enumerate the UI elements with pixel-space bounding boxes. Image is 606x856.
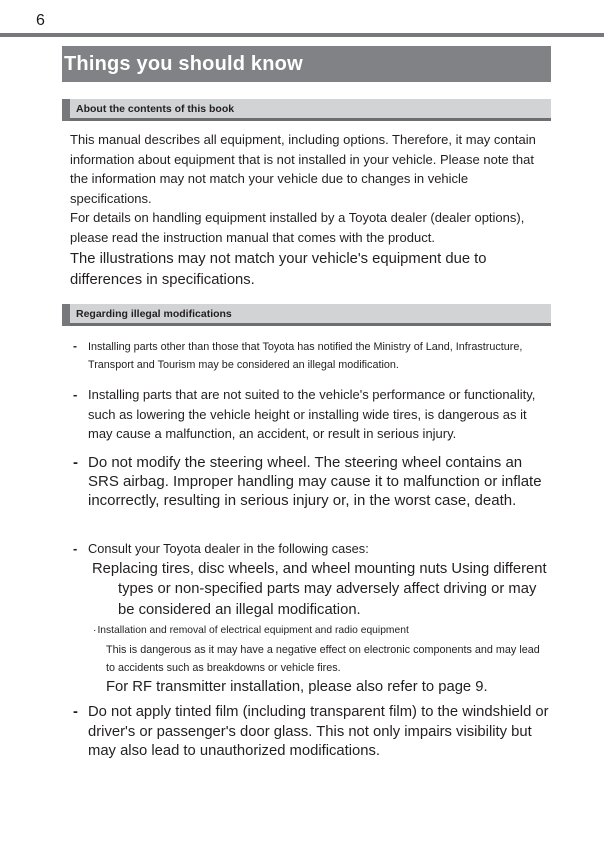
bullet-item-installing-parts-notified (73, 339, 551, 374)
bullet-text: Do not apply tinted film (including transparent film) to the windshield or driver's or passenger's door glass. This not only impairs visibility but may also lead to unauthorized modifications. (88, 704, 549, 759)
page-number: 6 (36, 12, 45, 29)
bullet-item-tinted-film (73, 703, 551, 762)
bullet-dash: - (73, 339, 77, 353)
bullet-item-consult-dealer (73, 540, 551, 697)
sub-bullet-electrical-equipment (93, 624, 551, 638)
chapter-title: Things you should know (64, 52, 303, 75)
section-bar-illegal-modifications (62, 304, 551, 326)
bullet-text: Consult your Toyota dealer in the following cases: (88, 540, 369, 556)
paragraph-illustrations: The illustrations may not match your vehicle's equipment due to differences in specifications. (70, 251, 487, 288)
section-tab-marker (62, 304, 70, 326)
bullet-list (62, 339, 551, 762)
bullet-text: Installing parts that are not suited to the vehicle's performance or functionality, such as lowering the vehicle height or installing wide tires, is dangerous as it may cause a malfunction, an accident, or result in serious injury. (88, 387, 536, 441)
bullet-item-steering-wheel (73, 453, 551, 510)
top-divider-rule (0, 33, 604, 37)
sub-note-wheel-replacement: Replacing tires, disc wheels, and wheel mounting nuts Using different types or non-specified parts may adversely affect driving or may be considered an illegal modification. (92, 560, 547, 618)
bullet-dash: - (73, 704, 78, 720)
paragraph-dealer-options: For details on handling equipment installed by a Toyota dealer (dealer options), please read the instruction manual that comes with the product. (70, 210, 525, 245)
page-content (62, 99, 551, 762)
bullet-dash: - (73, 453, 78, 471)
sub-bullet-text: Installation and removal of electrical equipment and radio equipment (97, 625, 409, 636)
sub-bullet-dot: · (93, 625, 97, 636)
section-heading-illegal-modifications: Regarding illegal modifications (76, 307, 232, 320)
paragraph-manual-describes: This manual describes all equipment, including options. Therefore, it may contain information about equipment that is not installed in your vehicle. Please note that the information may not match your vehicle due to changes in vehicle specifications. (70, 132, 536, 206)
section-heading-contents: About the contents of this book (76, 102, 235, 115)
bullet-text: Installing parts other than those that Toyota has notified the Ministry of Land, Infrastructure, Transport and Tourism may be considered an illegal modification. (88, 341, 523, 371)
bullet-item-installing-unsuited-parts (73, 385, 551, 444)
section-bar-contents (62, 99, 551, 121)
sub-note-electrical-danger: This is dangerous as it may have a negative effect on electronic components and may lead to accidents such as breakdowns or vehicle fires. (106, 644, 540, 674)
sub-note-rf-transmitter: For RF transmitter installation, please also refer to page 9. (106, 679, 488, 695)
bullet-dash: - (73, 540, 78, 556)
chapter-title-bar (62, 46, 551, 82)
bullet-text: Do not modify the steering wheel. The steering wheel contains an SRS airbag. Improper handling may cause it to malfunction or inflate incorrectly, resulting in serious injury or, in the worst case, death. (88, 453, 542, 509)
bullet-dash: - (73, 387, 78, 402)
section-tab-marker (62, 99, 70, 121)
